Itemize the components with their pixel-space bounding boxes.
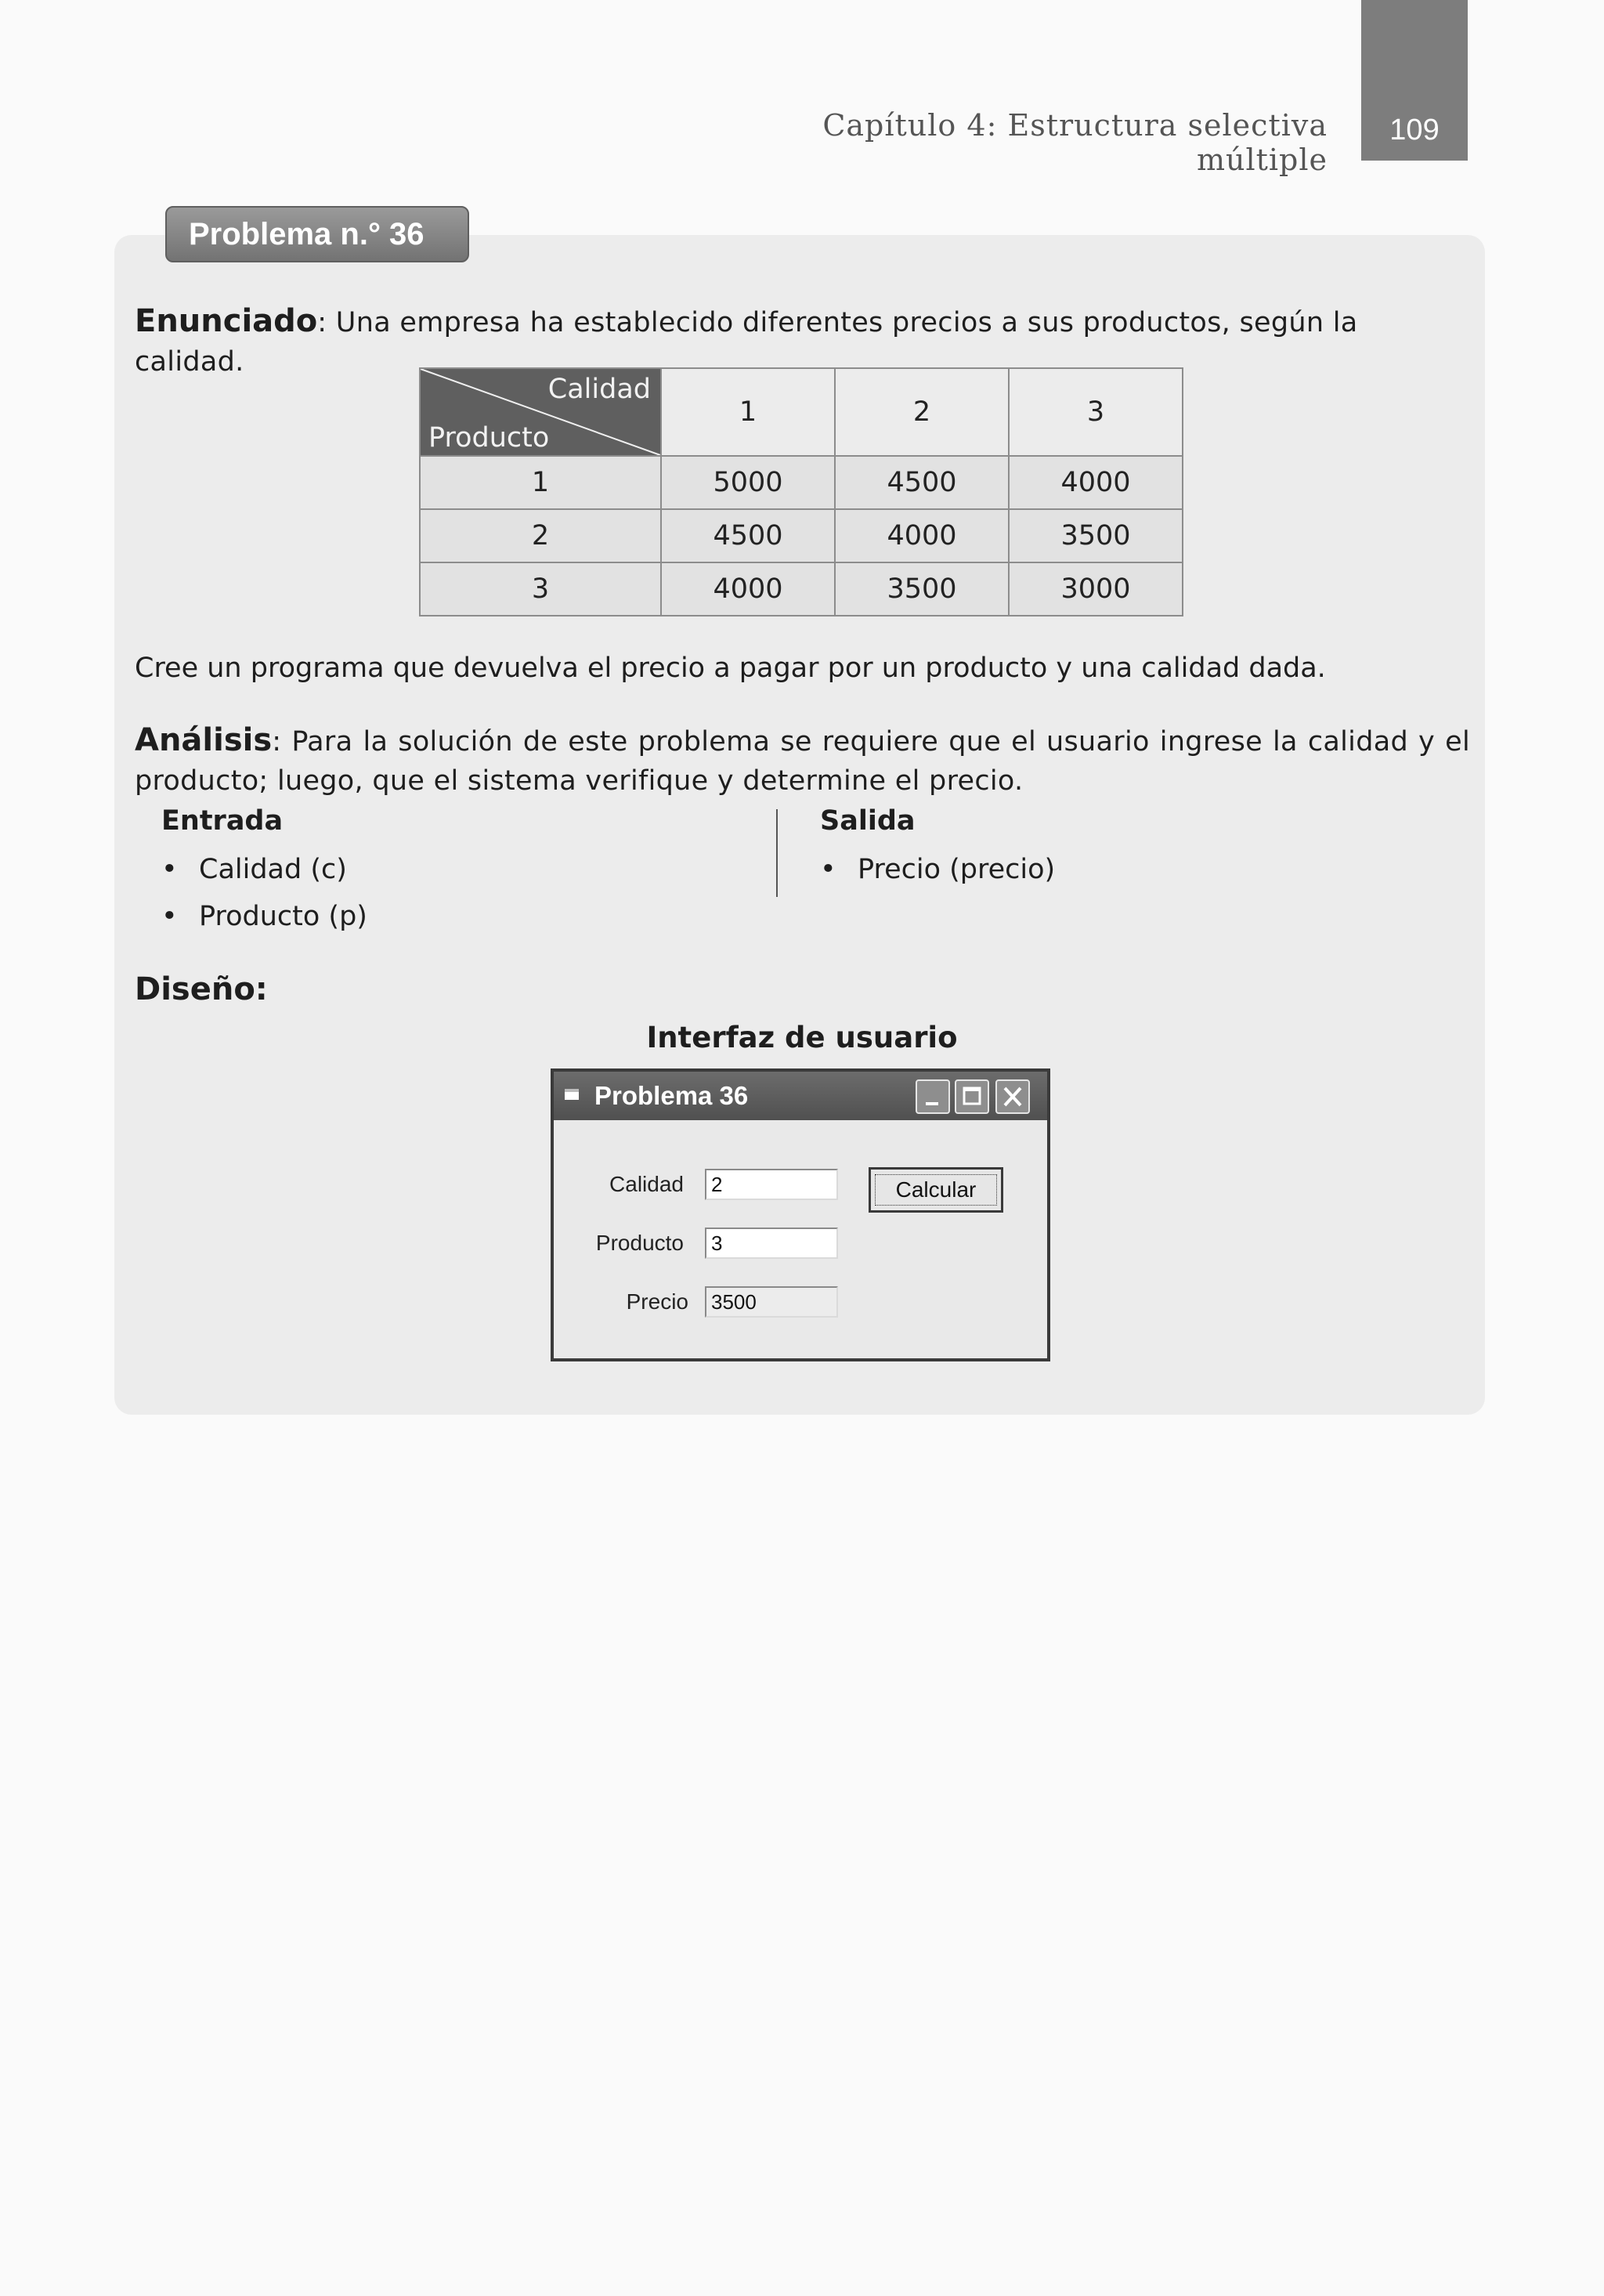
analisis-paragraph [135, 721, 1470, 801]
analisis-text: : Para la solución de este problema se requiere que el usuario ingrese la calidad y el producto; luego, que el sistema verifique y determine el precio. [135, 726, 1470, 797]
corner-label-producto: Producto [428, 422, 550, 454]
calcular-button[interactable] [869, 1167, 1003, 1213]
list-item [820, 846, 1055, 893]
column-header: 3 [1009, 368, 1183, 456]
calidad-label: Calidad [609, 1172, 684, 1196]
calidad-input[interactable] [705, 1169, 838, 1200]
table-row [420, 562, 1183, 616]
entrada-section [161, 805, 367, 940]
table-cell: 4000 [835, 509, 1009, 562]
producto-label: Producto [595, 1231, 684, 1255]
salida-item: Precio (precio) [858, 854, 1056, 885]
table-cell: 4000 [1009, 456, 1183, 509]
corner-label-calidad: Calidad [547, 374, 651, 405]
salida-title: Salida [820, 805, 916, 837]
app-window [551, 1068, 1050, 1361]
table-cell: 4000 [661, 562, 835, 616]
ui-caption-text: Interfaz de usuario [646, 1021, 958, 1054]
close-icon [997, 1081, 1028, 1112]
window-app-icon [563, 1086, 580, 1103]
bullet: • [820, 854, 836, 885]
chapter-header: Capítulo 4: Estructura selectiva múltiple [822, 108, 1328, 177]
table-cell: 4500 [835, 456, 1009, 509]
page-number: 109 [1389, 114, 1440, 146]
column-divider [776, 809, 778, 897]
list-item [161, 893, 367, 940]
window-titlebar[interactable] [554, 1072, 1047, 1120]
price-table [419, 367, 1183, 616]
row-header: 2 [420, 509, 661, 562]
problem-badge: Problema n.° 36 [165, 206, 469, 262]
close-button[interactable] [995, 1079, 1030, 1114]
table-cell: 3000 [1009, 562, 1183, 616]
ui-caption [0, 1021, 1604, 1054]
column-header: 2 [835, 368, 1009, 456]
maximize-icon [956, 1081, 988, 1112]
table-row [420, 456, 1183, 509]
enunciado-label: Enunciado [135, 303, 318, 339]
salida-section [820, 805, 1055, 893]
minimize-button[interactable] [916, 1079, 950, 1114]
minimize-icon [917, 1081, 948, 1112]
entrada-item: Calidad (c) [199, 854, 347, 885]
diseno-heading: Diseño: [135, 971, 268, 1007]
window-title: Problema 36 [594, 1081, 749, 1110]
calcular-button-label: Calcular [875, 1174, 997, 1206]
precio-label: Precio [626, 1289, 688, 1314]
enunciado-text: : Una empresa ha establecido diferentes precios a sus productos, según la calidad. [135, 307, 1358, 378]
row-header: 1 [420, 456, 661, 509]
entrada-item: Producto (p) [199, 901, 367, 932]
table-row [420, 509, 1183, 562]
entrada-title: Entrada [161, 805, 284, 837]
table-cell: 5000 [661, 456, 835, 509]
table-cell: 4500 [661, 509, 835, 562]
page-number-tab [1361, 0, 1468, 161]
maximize-button[interactable] [955, 1079, 989, 1114]
table-cell: 3500 [835, 562, 1009, 616]
bullet: • [161, 854, 178, 885]
instruction-text: Cree un programa que devuelva el precio a pagar por un producto y una calidad dada. [135, 653, 1326, 684]
table-cell: 3500 [1009, 509, 1183, 562]
list-item [161, 846, 367, 893]
table-header-row [420, 368, 1183, 456]
producto-input[interactable] [705, 1228, 838, 1259]
bullet: • [161, 901, 178, 932]
table-corner-cell [420, 368, 661, 456]
row-header: 3 [420, 562, 661, 616]
precio-output[interactable] [705, 1286, 838, 1318]
column-header: 1 [661, 368, 835, 456]
analisis-label: Análisis [135, 722, 273, 758]
